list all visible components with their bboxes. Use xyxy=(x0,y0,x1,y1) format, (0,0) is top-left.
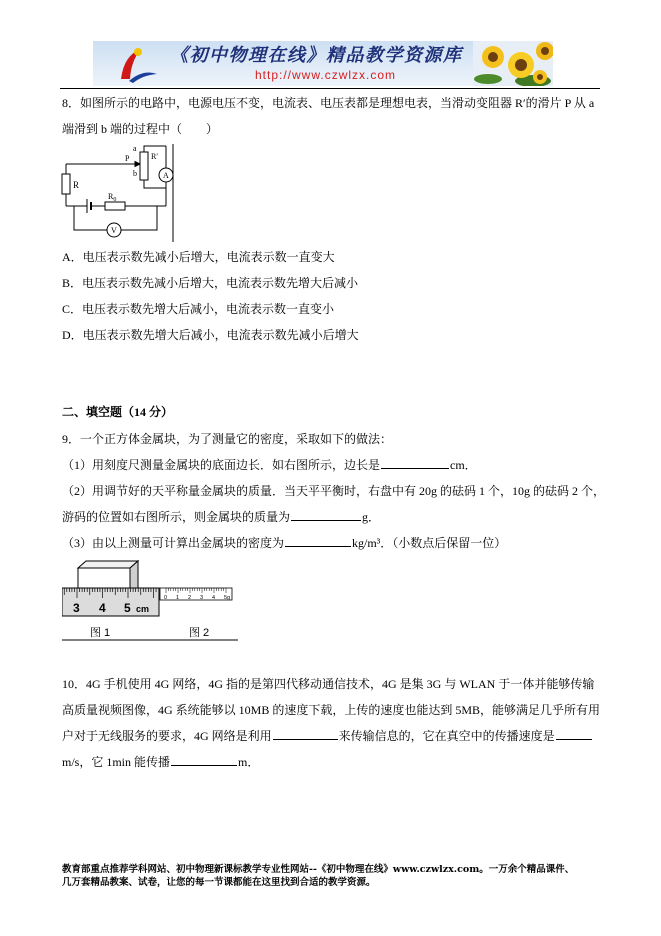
header-banner xyxy=(93,41,553,86)
rider-label: 1 xyxy=(176,595,180,601)
q9-part-3 xyxy=(62,535,506,551)
banner-url: http://www.czwlzx.com xyxy=(255,68,397,82)
q9-part-3-text: （3）由以上测量可计算出金属块的密度为 xyxy=(62,536,285,550)
answer-blank xyxy=(171,754,237,766)
q10-line-1: 10．4G 手机使用 4G 网络，4G 指的是第四代移动通信技术，4G 是集 3G 与 WLAN 于一体并能够传输 xyxy=(62,677,595,691)
rider-label: 4 xyxy=(212,595,216,601)
footer-line-2: 几万套精品教案、试卷，让您的每一节课都能在这里找到合适的教学资源。 xyxy=(62,877,376,888)
q8-option-a: A．电压表示数先减小后增大，电流表示数一直变大 xyxy=(62,250,335,264)
answer-blank xyxy=(291,509,361,521)
header-rule xyxy=(60,88,600,89)
q8-option-c: C．电压表示数先增大后减小，电流表示数一直变小 xyxy=(62,302,335,316)
resistor-r0-label: $R_0$ xyxy=(108,192,117,203)
q9-part-2-text: 游码的位置如右图所示，则金属块的质量为 xyxy=(62,510,291,524)
ruler-label: 3 xyxy=(73,601,80,615)
q8-option-b: B．电压表示数先减小后增大，电流表示数先增大后减小 xyxy=(62,276,359,290)
rheostat-end-b-label: b xyxy=(133,169,137,178)
section-title: 二、填空题（14 分） xyxy=(62,405,174,419)
rider-label: 0 xyxy=(164,595,168,601)
q9-part-1-text: （1）用刻度尺测量金属块的底面边长．如右图所示，边长是 xyxy=(62,458,381,472)
q10-line-4-text: m/s，它 1min 能传播 xyxy=(62,755,171,769)
slider-p-label: P xyxy=(125,154,130,163)
rheostat-label: R′ xyxy=(151,152,159,161)
ruler-unit: cm xyxy=(136,604,150,614)
answer-blank xyxy=(273,728,338,740)
rheostat-end-a-label: a xyxy=(133,144,137,153)
resistor-r0 xyxy=(105,202,125,210)
ruler-label: 4 xyxy=(99,601,106,615)
q10-line-4 xyxy=(62,754,259,770)
voltmeter-label: V xyxy=(111,226,117,235)
measurement-figure xyxy=(62,558,238,644)
figure-2-caption: 图 2 xyxy=(189,627,210,639)
q9-part-3-unit: kg/m³．（小数点后保留一位） xyxy=(352,536,507,550)
answer-blank xyxy=(556,728,592,740)
q9-part-2-line-2 xyxy=(62,509,380,525)
slider-arrow-icon xyxy=(135,162,140,167)
q9-part-1 xyxy=(62,457,477,473)
q9-part-2-line-1: （2）用调节好的天平称量金属块的质量．当天平平衡时，右盘中有 20g 的砝码 1 个，10g 的砝码 2 个， xyxy=(62,484,606,498)
q8-stem-line-1: 8．如图所示的电路中，电源电压不变，电流表、电压表都是理想电表，当滑动变阻器 R′的滑片 P 从 a xyxy=(62,96,595,110)
rheostat xyxy=(140,152,148,180)
answer-blank xyxy=(285,535,351,547)
ammeter-label: A xyxy=(163,171,169,180)
q9-stem: 9．一个正方体金属块，为了测量它的密度，采取如下的做法： xyxy=(62,432,393,446)
q10-line-3 xyxy=(62,728,593,744)
circuit-diagram xyxy=(60,142,180,244)
site-logo-icon xyxy=(121,48,157,83)
sunflower-decoration-icon xyxy=(473,41,553,86)
q8-stem-line-2: 端滑到 b 端的过程中（ ） xyxy=(62,122,219,136)
wire xyxy=(121,206,157,230)
rider-label: 3 xyxy=(200,595,204,601)
q10-line-2: 高质量视频图像，4G 系统能够以 10MB 的速度下载，上传的速度也能达到 5MB，能够满足几乎所有用 xyxy=(62,703,601,717)
figure-1-caption: 图 1 xyxy=(90,627,111,639)
q10-line-3-middle: 来传输信息的，它在真空中的传播速度是 xyxy=(338,729,555,743)
answer-blank xyxy=(381,457,449,469)
q10-line-4-unit: m． xyxy=(238,755,260,769)
q9-part-1-unit: cm． xyxy=(450,458,477,472)
resistor-r xyxy=(62,174,70,194)
resistor-r-label: R xyxy=(73,180,80,190)
q10-line-3-text: 户对于无线服务的要求，4G 网络是利用 xyxy=(62,729,272,743)
rider-label: 5g xyxy=(224,595,231,601)
q9-part-2-unit: g． xyxy=(362,510,381,524)
banner-title: 《初中物理在线》精品教学资源库 xyxy=(170,45,463,66)
footer-line-1: 教育部重点推荐学科网站、初中物理新课标教学专业性网站--《初中物理在线》www.czwlzx.com。一万余个精品课件、 xyxy=(62,864,575,875)
q8-option-d: D．电压表示数先增大后减小，电流表示数先减小后增大 xyxy=(62,328,359,342)
ruler-label: 5 xyxy=(124,601,131,615)
rider-label: 2 xyxy=(188,595,192,601)
